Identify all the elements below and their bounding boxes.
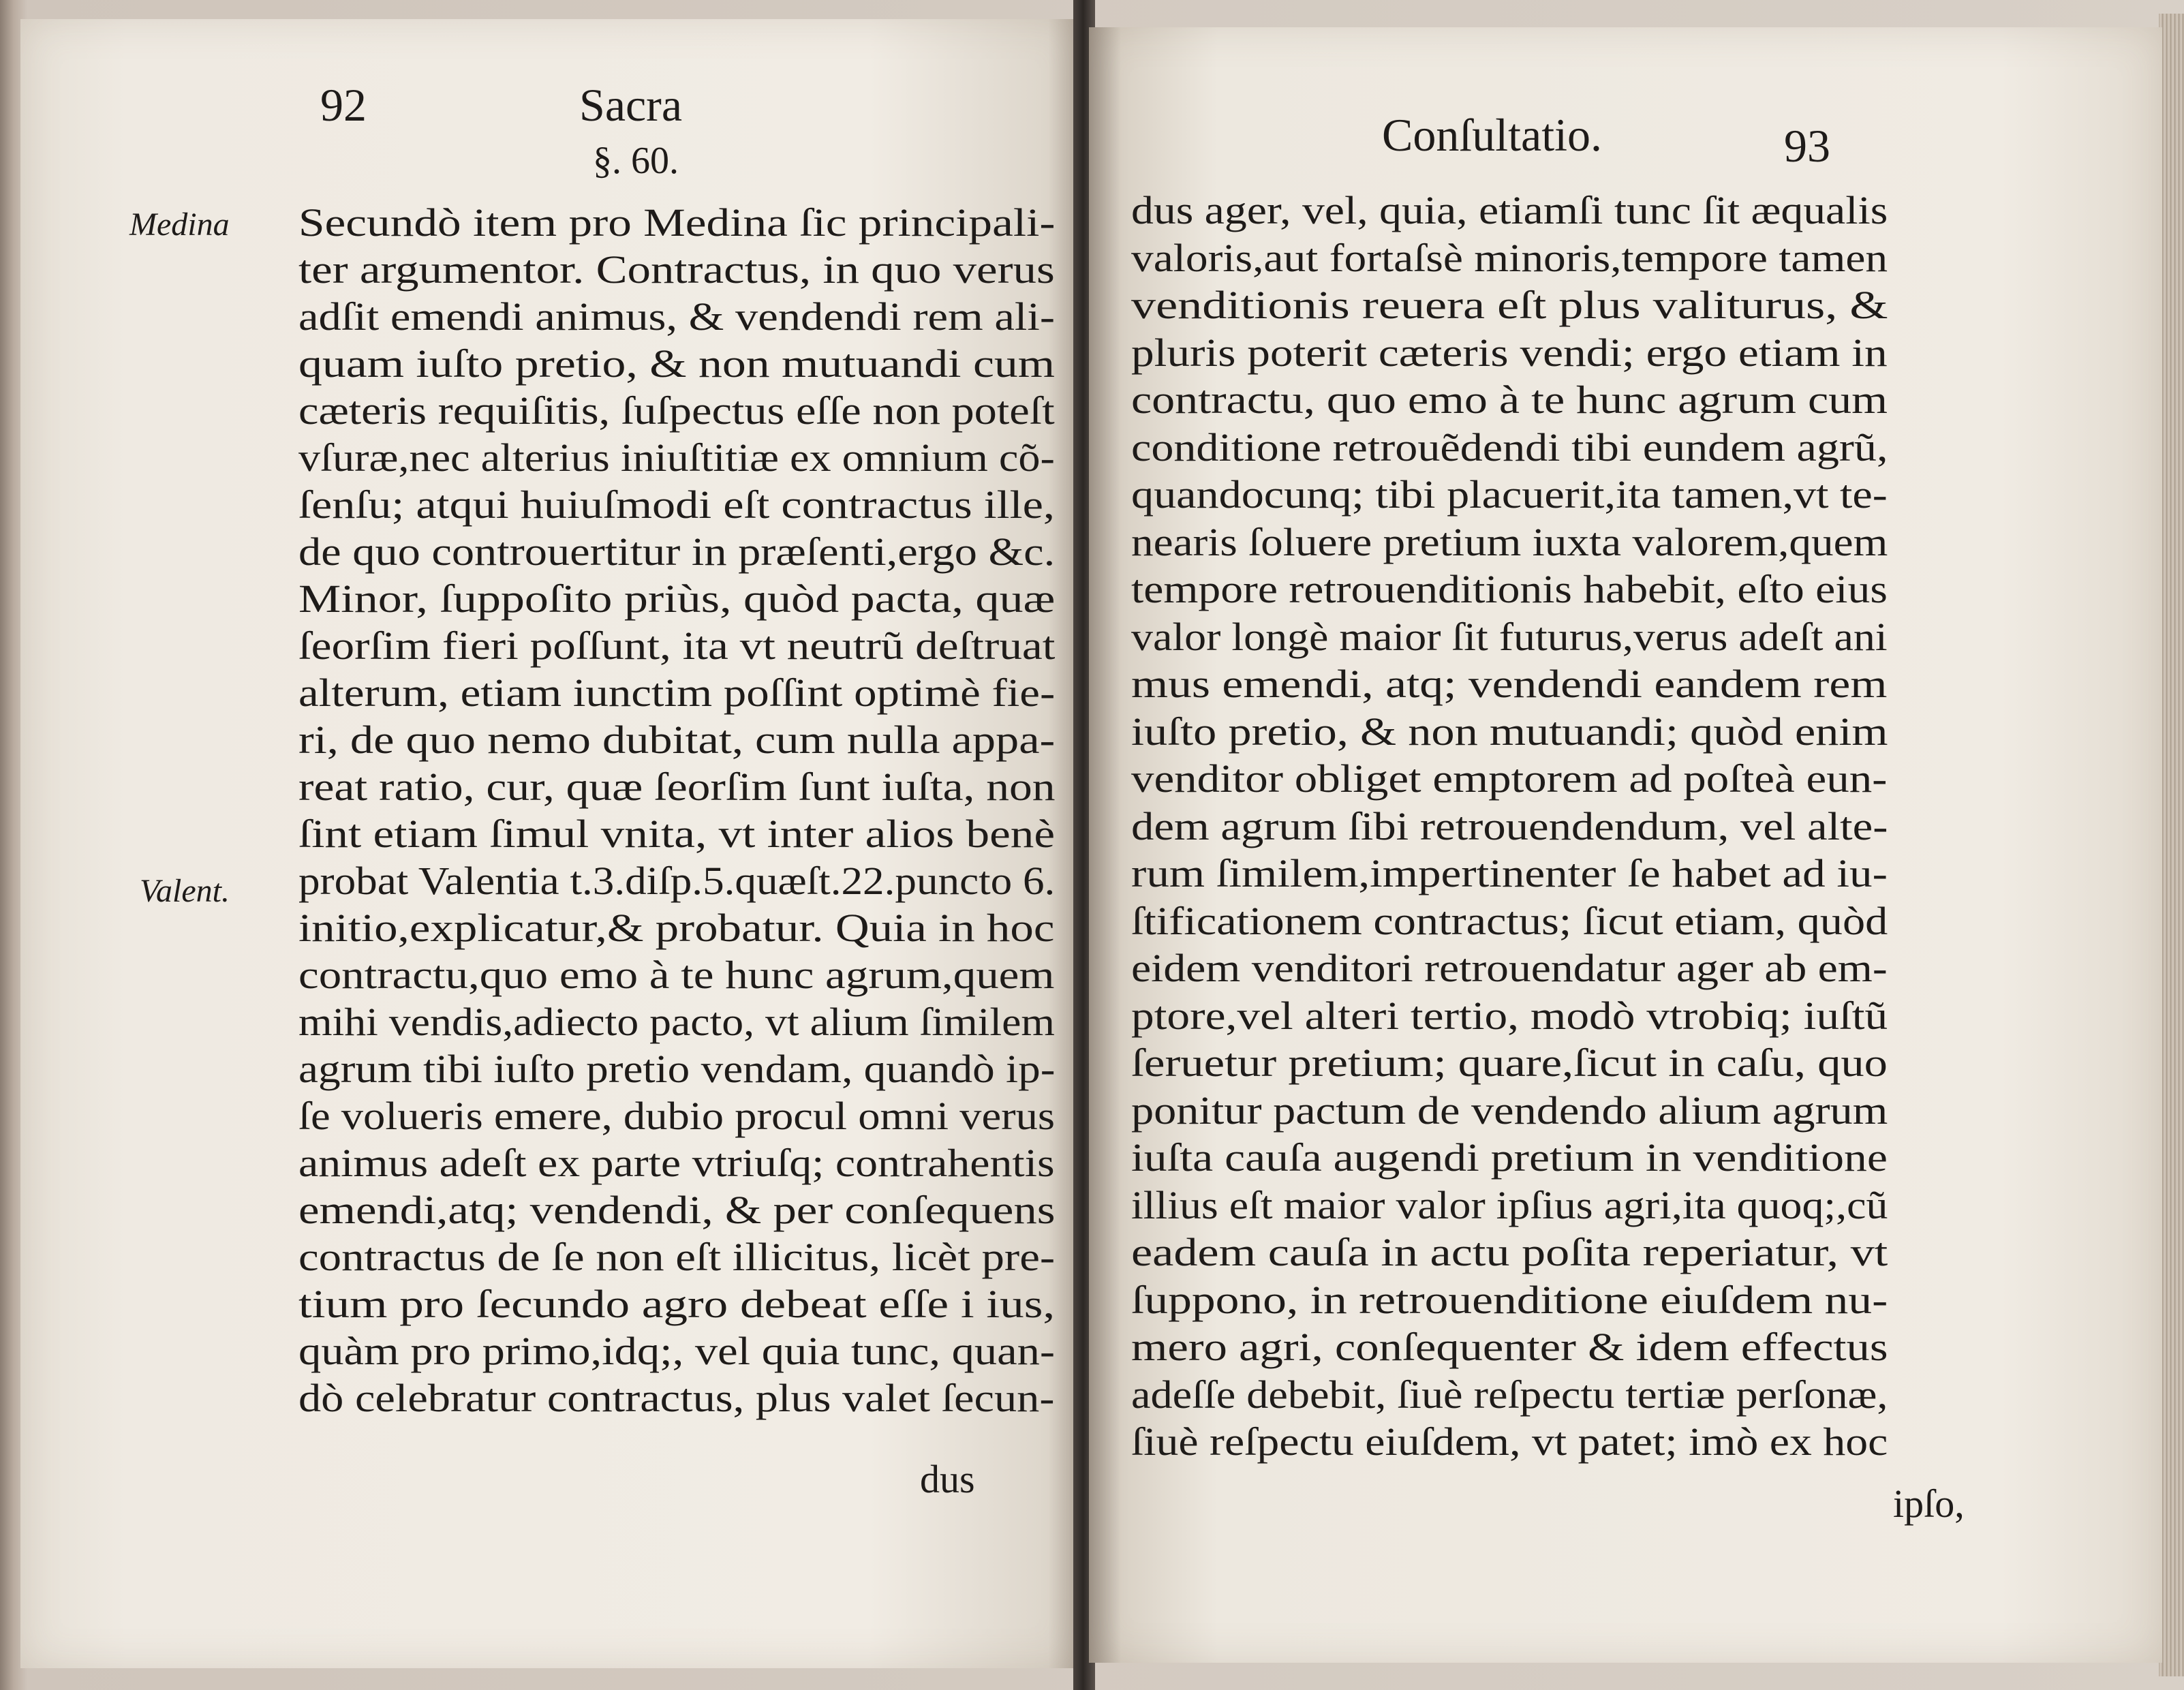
- left-text-line: ſeorſim fieri poſſunt, ita vt neutrũ deſtruat: [298, 624, 1056, 668]
- left-text-line: ſenſu; atqui huiuſmodi eſt contractus ille,: [298, 482, 1055, 527]
- page-edges: [2159, 14, 2184, 1676]
- left-text-line: ri, de quo nemo dubitat, cum nulla appa-: [298, 718, 1056, 762]
- right-text-line: ponitur pactum de vendendo alium agrum: [1131, 1088, 1888, 1133]
- left-text-line: quam iuſto pretio, & non mutuandi cum: [298, 341, 1056, 386]
- right-text-line: venditor obliget emptorem ad poſteà eun-: [1131, 756, 1888, 801]
- right-text-line: ſeruetur pretium; quare,ſicut in caſu, quo: [1131, 1041, 1888, 1085]
- left-text-line: vſuræ,nec alterius iniuſtitiæ ex omnium cõ-: [298, 435, 1055, 480]
- left-text-line: quàm pro primo,idq;, vel quia tunc, quan-: [298, 1329, 1056, 1373]
- margin-note-valent: Valent.: [140, 873, 230, 909]
- right-text-line: dus ager, vel, quia, etiamſi tunc ſit æqualis: [1131, 188, 1888, 232]
- left-text-line: Secundò item pro Medina ſic principali-: [298, 200, 1056, 245]
- left-text-line: animus adeſt ex parte vtriuſq; contrahentis: [298, 1141, 1055, 1185]
- left-text-line: alterum, etiam iunctim poſſint optimè fie-: [298, 671, 1056, 715]
- page-number-right: 93: [1784, 120, 1830, 172]
- right-text-line: iuſto pretio, & non mutuandi; quòd enim: [1131, 709, 1888, 754]
- left-text-line: emendi,atq; vendendi, & per conſequens: [298, 1188, 1056, 1232]
- right-text-line: conditione retrouẽdendi tibi eundem agrũ,: [1131, 425, 1888, 470]
- left-text-line: cæteris requiſitis, ſuſpectus eſſe non poteſt: [298, 388, 1055, 433]
- margin-note-medina: Medina: [129, 206, 230, 243]
- right-text-line: ſiuè reſpectu eiuſdem, vt patet; imò ex hoc: [1131, 1419, 1888, 1464]
- left-text-line: ter argumentor. Contractus, in quo verus: [298, 247, 1055, 292]
- right-text-line: ſuppono, in retrouenditione eiuſdem nu-: [1131, 1277, 1888, 1322]
- right-text-line: dem agrum ſibi retrouendendum, vel alte-: [1131, 803, 1888, 848]
- right-text-line: quandocunq; tibi placuerit,ita tamen,vt te-: [1131, 472, 1888, 517]
- catchword-right: ipſo,: [1893, 1481, 1965, 1526]
- left-text-line: mihi vendis,adiecto pacto, vt alium ſimilem: [298, 1000, 1055, 1044]
- right-text-line: nearis ſoluere pretium iuxta valorem,quem: [1131, 519, 1888, 564]
- left-text-line: ſe volueris emere, dubio procul omni verus: [298, 1094, 1056, 1138]
- right-text-line: iuſta cauſa augendi pretium in venditione: [1131, 1135, 1888, 1180]
- catchword-left: dus: [920, 1457, 975, 1501]
- right-text-line: ſtificationem contractus; ſicut etiam, quòd: [1131, 898, 1888, 943]
- right-text-line: venditionis reuera eſt plus valiturus, &: [1131, 283, 1888, 327]
- right-text-line: pluris poterit cæteris vendi; ergo etiam in: [1131, 330, 1888, 375]
- right-text-line: contractu, quo emo à te hunc agrum cum: [1131, 378, 1888, 422]
- right-page: [1089, 27, 2162, 1663]
- right-text-line: valor longè maior ſit futurus,verus adeſt ani: [1131, 614, 1888, 659]
- right-text-line: eadem cauſa in actu poſita reperiatur, vt: [1131, 1230, 1888, 1274]
- left-text-line: initio,explicatur,& probatur. Quia in hoc: [298, 906, 1055, 950]
- left-text-line: de quo controuertitur in præſenti,ergo &c.: [298, 529, 1056, 574]
- right-text-line: tempore retrouenditionis habebit, eſto eius: [1131, 567, 1888, 611]
- running-head-right: Conſultatio.: [1382, 109, 1602, 161]
- left-text-line: tium pro ſecundo agro debeat eſſe i ius,: [298, 1282, 1056, 1326]
- page-number-left: 92: [320, 79, 367, 131]
- right-text-line: mus emendi, atq; vendendi eandem rem: [1131, 662, 1888, 706]
- left-text-line: Minor, ſuppoſito priùs, quòd pacta, quæ: [298, 577, 1056, 621]
- left-text-line: contractu,quo emo à te hunc agrum,quem: [298, 953, 1055, 997]
- left-text-line: contractus de ſe non eſt illicitus, licèt pre-: [298, 1235, 1056, 1279]
- left-text-line: agrum tibi iuſto pretio vendam, quandò ip-: [298, 1047, 1056, 1091]
- left-text-line: reat ratio, cur, quæ ſeorſim ſunt iuſta, non: [298, 765, 1056, 809]
- right-text-line: eidem venditori retrouendatur ager ab em-: [1131, 946, 1888, 990]
- right-text-line: rum ſimilem,impertinenter ſe habet ad iu-: [1131, 851, 1888, 895]
- right-text-line: ptore,vel alteri tertio, modò vtrobiq; iuſtũ: [1131, 993, 1888, 1038]
- right-text-line: valoris,aut fortaſsè minoris,tempore tamen: [1131, 235, 1888, 280]
- left-text-line: adſit emendi animus, & vendendi rem ali-: [298, 294, 1056, 339]
- left-page: [20, 19, 1080, 1668]
- left-text-line: dò celebratur contractus, plus valet ſecun-: [298, 1376, 1055, 1420]
- right-text-line: adeſſe debebit, ſiuè reſpectu tertiæ perſonæ,: [1131, 1372, 1888, 1417]
- right-text-line: mero agri, conſequenter & idem effectus: [1131, 1325, 1888, 1369]
- left-text-line: ſint etiam ſimul vnita, vt inter alios benè: [298, 812, 1056, 856]
- right-text-line: illius eſt maior valor ipſius agri,ita quoq;,cũ: [1131, 1182, 1888, 1227]
- section-number: §. 60.: [593, 140, 679, 182]
- running-head-left: Sacra: [579, 79, 683, 131]
- left-text-line: probat Valentia t.3.diſp.5.quæſt.22.puncto 6.: [298, 859, 1056, 903]
